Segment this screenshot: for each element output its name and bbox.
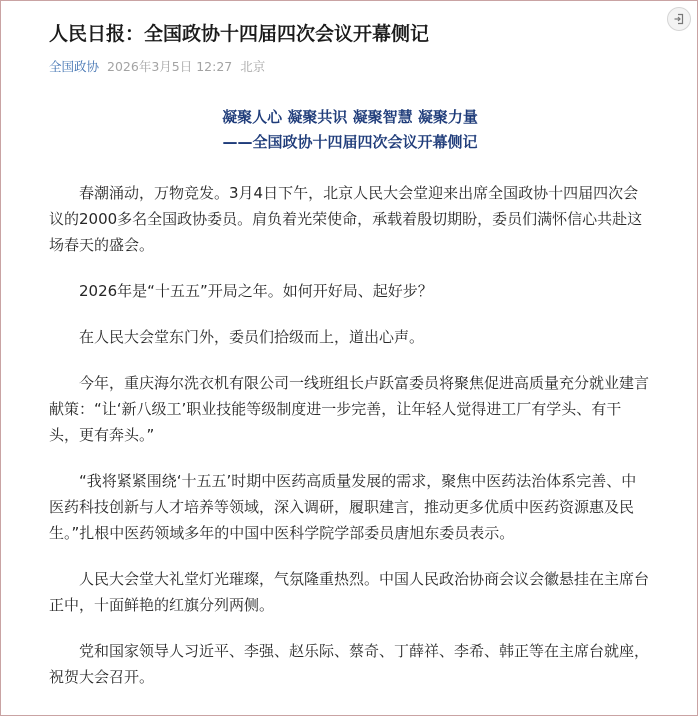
- paragraph: 党和国家领导人习近平、李强、赵乐际、蔡奇、丁薛祥、李希、韩正等在主席台就座，祝贺大会召开。: [49, 642, 650, 686]
- subheading-line-2: ——全国政协十四届四次会议开幕侧记: [222, 133, 478, 151]
- paragraph: 2026年是“十五五”开局之年。如何开好局、起好步？: [79, 282, 433, 300]
- paragraph: 在人民大会堂东门外，委员们拾级而上，道出心声。: [79, 328, 425, 346]
- subheading-line-1: 凝聚人心 凝聚共识 凝聚智慧 凝聚力量: [222, 108, 478, 126]
- paragraph: 今年，重庆海尔洗衣机有限公司一线班组长卢跃富委员将聚焦促进高质量充分就业建言献策：“让‘新八级工’职业技能等级制度进一步完善，让年轻人觉得进工厂有学头、有干头，更有奔头。”: [49, 374, 650, 444]
- article-date: 2026年3月5日 12:27: [107, 59, 233, 74]
- paragraph: 人民大会堂大礼堂灯光璀璨，气氛隆重热烈。中国人民政治协商会议会徽悬挂在主席台正中，十面鲜艳的红旗分列两侧。: [49, 570, 650, 614]
- paragraph: 春潮涌动，万物竞发。3月4日下午，北京人民大会堂迎来出席全国政协十四届四次会议的2000多名全国政协委员。肩负着光荣使命，承载着殷切期盼，委员们满怀信心共赴这场春天的盛会。: [49, 184, 643, 254]
- article-location: 北京: [240, 59, 266, 74]
- exit-button[interactable]: [667, 7, 691, 31]
- article-source-link[interactable]: 全国政协: [49, 59, 100, 74]
- exit-icon: [673, 13, 685, 25]
- article-title: 人民日报：全国政协十四届四次会议开幕侧记: [49, 23, 430, 45]
- article-body: [49, 180, 649, 710]
- article-subheading: [49, 105, 651, 155]
- article-meta: [49, 58, 265, 76]
- paragraph: “我将紧紧围绕‘十五五’时期中医药高质量发展的需求，聚焦中医药法治体系完善、中医药科技创新与人才培养等领域，深入调研，履职建言，推动更多优质中医药资源惠及民生。”扎根中医药领域多年的中国中医科学院学部委员唐旭东委员表示。: [49, 472, 637, 542]
